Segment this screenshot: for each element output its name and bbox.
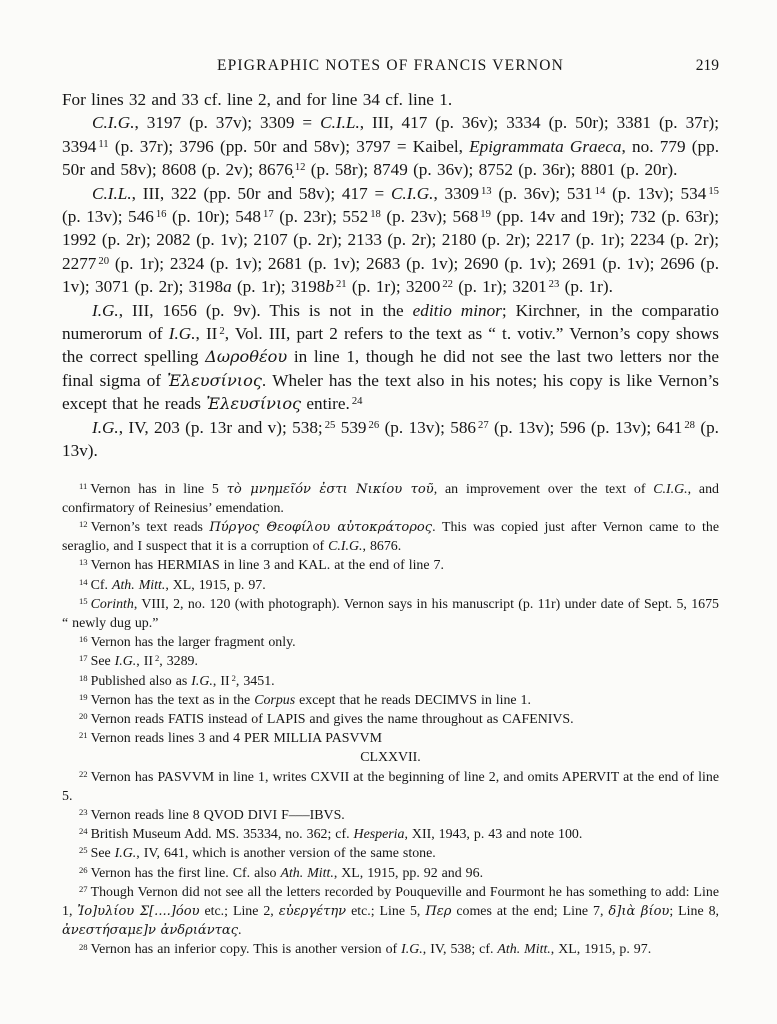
footnote-18: $^{18}$ Published also as I.G., II $^2$, 3451. [79,672,275,689]
footnote-28: $^{28}$ Vernon has an inferior copy. This is another version of I.G., IV, 538; cf. Ath. Mitt., XL, 1915, p. 97. [79,941,652,958]
footnote-21: $^{21}$ Vernon reads lines 3 and 4 PER MILLIA PASVVM [79,730,382,747]
page-content [62,57,719,960]
footnote-25: $^{25}$ See I.G., IV, 641, which is another version of the same stone. [79,845,436,862]
footnote-27: $^{27}$ Though Vernon did not see all the letters recorded by Pouqueville and Fourmont he has something to add: Line 1, Ἰο]υλίου Σ[....]όου etc.; Line 2, εὐεργέτην etc.; Line 5, Περ comes at the end; Line 7, δ]ιὰ βίου; Line 8, ἀνεστήσαμε]ν ἀνδριάντας. [62,883,720,939]
footnote-13: $^{13}$ Vernon has HERMIAS in line 3 and KAL. at the end of line 7. [79,557,444,574]
page-header [62,57,719,75]
footnote-17: $^{17}$ See I.G., II $^2$, 3289. [79,653,198,670]
footnote-number: 24 [79,826,88,837]
paragraph: C.I.L., III, 322 (pp. 50r and 58v); 417 = C.I.G., 3309 $^{13}$ (p. 36v); 531 $^{14}$ (p. 13v); 534 $^{15}$ (p. 13v); 546 $^{16}$ (p. 10r); 548 $^{17}$ (p. 23r); 552 $^{18}$ (p. 23v); 568 $^{19}$ (pp. 14v and 19r); 732 (p. 63r); 1992 (p. 2r); 2082 (p. 1v); 2107 (p. 2r); 2133 (p. 2r); 2180 (p. 2r); 2217 (p. 1r); 2234 (p. 2r); 2277 $^{20}$ (p. 1r); 2324 (p. 1v); 2681 (p. 1v); 2683 (p. 1v); 2690 (p. 1v); 2691 (p. 1v); 2696 (p. 1v); 3071 (p. 2r); 3198a (p. 1r); 3198b $^{21}$ (p. 1r); 3200 $^{22}$ (p. 1r); 3201 $^{23}$ (p. 1r). [62,183,719,297]
paragraph: For lines 32 and 33 cf. line 2, and for line 34 cf. line 1. [62,90,453,109]
body-paragraphs [62,88,719,463]
footnote-number: 16 [79,634,88,645]
footnote-number: 23 [79,807,88,818]
footnote-26: $^{26}$ Vernon has the first line. Cf. also Ath. Mitt., XL, 1915, pp. 92 and 96. [79,864,484,881]
page-number: 219 [695,57,719,74]
footnotes [62,480,719,960]
running-title: EPIGRAPHIC NOTES OF FRANCIS VERNON [216,57,565,74]
footnote-16: $^{16}$ Vernon has the larger fragment only. [79,634,296,651]
footnote-19: $^{19}$ Vernon has the text as in the Corpus except that he reads DECIMVS in line 1. [79,691,531,708]
footnote-number: 21 [79,730,88,741]
footnote-20: $^{20}$ Vernon reads FATIS instead of LAPIS and gives the name throughout as CAFENIVS. [79,711,574,727]
footnote-24: $^{24}$ British Museum Add. MS. 35334, no. 362; cf. Hesperia, XII, 1943, p. 43 and note 100. [79,826,583,843]
footnote-number: 27 [79,883,88,894]
footnote-15: $^{15}$ Corinth, VIII, 2, no. 120 (with photograph). Vernon says in his manuscript (p. 11r) under date of Sept. 5, 1675 “ newly dug up.” [62,595,719,631]
footnote-number: 18 [79,672,88,683]
footnote-centered-line: CLXXVII. [360,750,421,766]
paragraph: I.G., III, 1656 (p. 9v). This is not in the editio minor; Kirchner, in the comparatio numerorum of I.G., II $^2$, Vol. III, part 2 refers to the text as “ t. votiv.” Vernon’s copy shows the correct spelling Δωροθέου in line 1, though he did not see the last two letters nor the final sigma of Ἐλευσίνιος. Wheler has the text also in his notes; his copy is like Vernon’s except that he reads Ἐλευσίνιος entire. $^{24}$ [62,300,720,414]
footnote-14: $^{14}$ Cf. Ath. Mitt., XL, 1915, p. 97. [79,576,266,593]
footnote-number: 13 [79,557,88,568]
footnote-number: 22 [79,768,88,779]
footnote-number: 17 [79,653,88,664]
footnote-number: 12 [79,519,88,530]
footnote-number: 11 [79,480,88,491]
paragraph: C.I.G., 3197 (p. 37v); 3309 = C.I.L., III, 417 (p. 36v); 3334 (p. 50r); 3381 (p. 37r); 3394 $^{11}$ (p. 37r); 3796 (pp. 50r and 58v); 3797 = Kaibel, Epigrammata Graeca, no. 779 (pp. 50r and 58v); 8608 (p. 2v); 8676̣ $^{12}$ (p. 58r); 8749 (p. 36v); 8752 (p. 36r); 8801 (p. 20r). [62,113,719,180]
footnote-number: 14 [79,576,88,587]
footnote-11: $^{11}$ Vernon has in line 5 τὸ μνημεῖόν ἐστι Νικίου τοῦ, an improvement over the text of C.I.G., and confirmatory of Reinesius’ emendation. [62,480,719,516]
footnote-number: 19 [79,691,88,702]
footnote-number: 25 [79,845,88,856]
paragraph: I.G., IV, 203 (p. 13r and v); 538; $^{25}$ 539 $^{26}$ (p. 13v); 586 $^{27}$ (p. 13v); 596 (p. 13v); 641 $^{28}$ (p. 13v). [62,417,719,461]
footnote-number: 28 [79,941,88,952]
footnote-number: 15 [79,595,88,606]
footnote-number: 20 [79,711,88,722]
footnote-22: $^{22}$ Vernon has PASVVM in line 1, writes CXVII at the beginning of line 2, and omits APERVIT at the end of line 5. [62,768,719,804]
footnote-23: $^{23}$ Vernon reads line 8 QVOD DIVI F–––IBVS. [79,807,345,823]
footnote-12: $^{12}$ Vernon’s text reads Πύργος Θεοφίλου αὐτοκράτορος. This was copied just after Vernon came to the seraglio, and I suspect that it is a corruption of C.I.G., 8676. [62,519,719,555]
footnote-number: 26 [79,864,88,875]
